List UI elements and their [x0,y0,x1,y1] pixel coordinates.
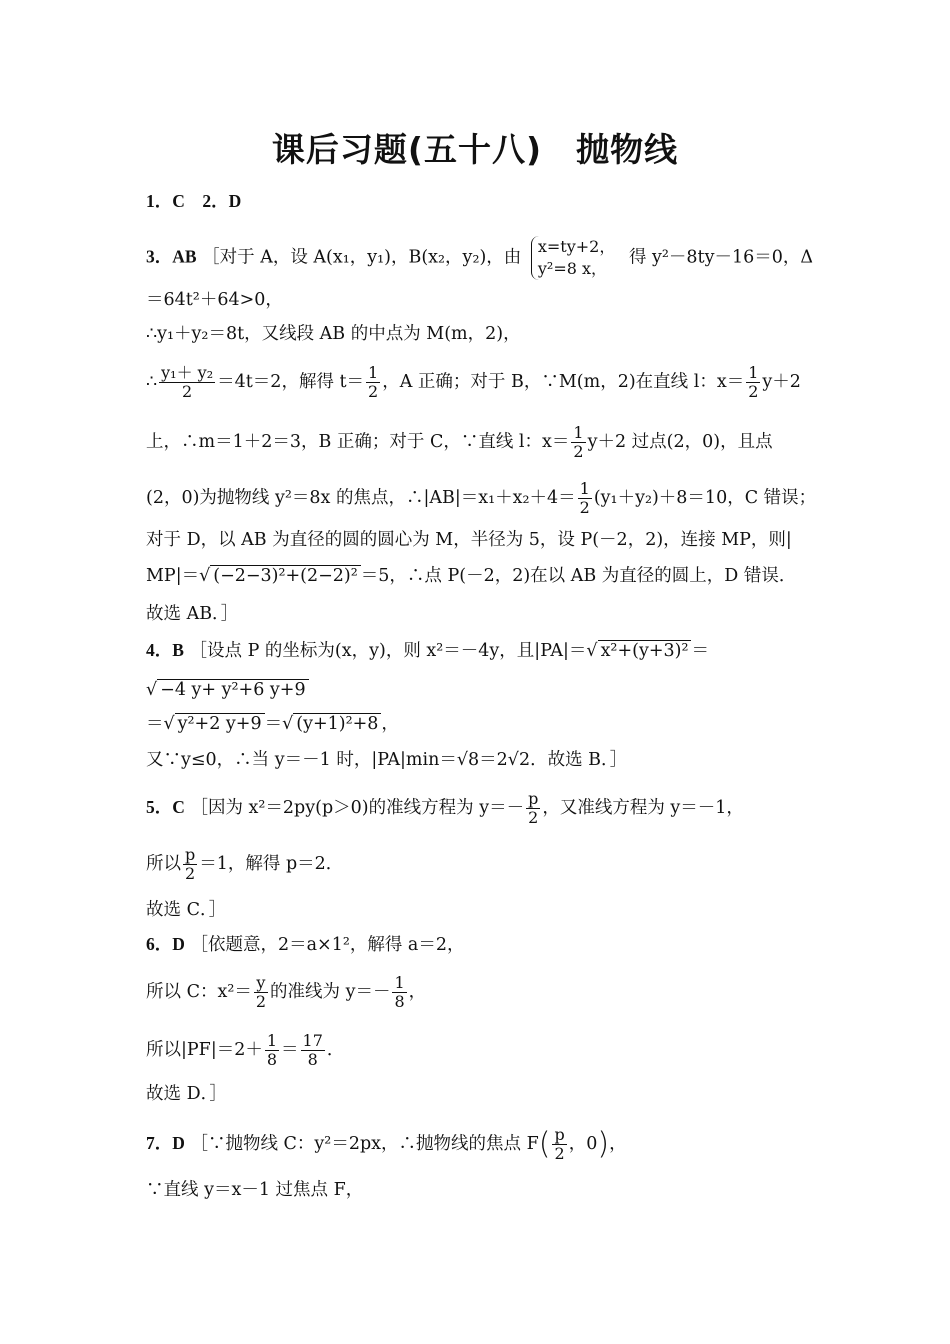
q3-mp-radical: (−2−3)²+(2−2)² [210,565,361,586]
q5-line-1: 5．C ［因为 x²＝2py(p＞0)的准线方程为 y＝－ $\frac{p}{2}$ ，又准线方程为 y＝－1， [146,789,744,827]
q3-line-1 [146,236,814,280]
q4-radical-4: (y+1)²+8 [293,713,381,734]
q3-delta: ＝64t²＋64>0， [146,290,283,310]
q6-line-1: 6．D ［依题意，2＝a×1²，解得 a＝2， [146,934,465,955]
q4-line-4: 又∵y≤0，∴当 y＝－1 时，|PA|min＝√8＝2√2．故选 B．］ [146,750,628,770]
q7-line-1: 7．D ［∵抛物线 C：y²＝2px，∴抛物线的焦点 F( $\frac{p}{2}$ ，0)， [146,1125,627,1163]
q4-line-2: √ −4 y+ y²+6 y+9 [146,676,810,704]
q6-line-3: 所以|PF|＝2＋ $\frac{1}{8}$ ＝ $\frac{17}{8}$ ． [146,1031,345,1069]
q3-lead: 3．AB [146,246,197,267]
q4-line-3: ＝√ y²+2 y+9 ＝√ (y+1)²+8 ， [146,714,399,734]
q3-system [531,236,620,280]
q3-half-frac-2: $\frac{1}{2}$ [748,363,759,401]
answers-1-2: 1．C 2．D [146,191,242,211]
q3-half-frac-4: $\frac{1}{2}$ [579,479,590,517]
q3-half-frac-3: $\frac{1}{2}$ [573,423,584,461]
q5-conclusion: 故选 C．］ [146,900,227,920]
q3-system-bottom: y²=8 x， [537,259,608,278]
q3-line-mp: MP|＝√ (−2−3)²+(2−2)² ＝5，∴点 P(－2，2)在以 AB 为直径的圆上，D 错误． [146,566,797,586]
q4-line-1: 4．B ［设点 P 的坐标为(x，y)，则 x²＝－4y，且|PA|＝√ x²+(y+3)² ＝ [146,640,709,661]
q4-radical-2: −4 y+ y²+6 y+9 [157,679,308,700]
q3-midpoint-line: ∴ $\frac{\text{y₁＋ y₂}}{2}$ ＝4t＝2，解得 t＝ $\frac{1}{2}$ ，A 正确；对于 B，∵M(m，2)在直线 l：x＝ $\frac{1}{2}$ y＋2 [146,363,801,401]
q3-half-frac: $\frac{1}{2}$ [368,363,379,401]
q3-mid-frac: $\frac{\text{y₁＋ y₂}}{2}$ [161,363,214,401]
q4-radical-3: y²+2 y+9 [175,713,265,734]
q3-line-b: 上，∴m＝1＋2＝3，B 正确；对于 C，∵直线 l：x＝ $\frac{1}{2}$ y＋2 过点(2，0)，且点 [146,423,773,461]
q6-line-2: 所以 C：x²＝ $\frac{y}{2}$ 的准线为 y＝－ $\frac{1}{8}$ ， [146,973,427,1011]
q5-frac: $\frac{p}{2}$ [528,789,539,827]
q3-conclusion: 故选 AB．］ [146,604,239,624]
q7-line-2: ∵直线 y＝x－1 过焦点 F， [146,1180,364,1200]
q3-line-c: (2，0)为抛物线 y²＝8x 的焦点，∴|AB|＝x₁＋x₂＋4＝ $\frac{1}{2}$ (y₁＋y₂)＋8＝10，C 错误； [146,479,817,517]
q3-sum: ∴y₁＋y₂＝8t，又线段 AB 的中点为 M(m，2)， [146,324,521,344]
q6-conclusion: 故选 D．］ [146,1084,227,1104]
q4-radical-1: x²+(y+3)² [598,640,692,661]
q3-system-top: x=ty+2， [537,237,616,256]
q3-line-d: 对于 D，以 AB 为直径的圆的圆心为 M，半径为 5，设 P(－2，2)，连接 MP，则| [146,530,792,550]
q3-intro: ［对于 A，设 A(x₁，y₁)，B(x₂，y₂)，由 [202,247,522,268]
q3-after-system: 得 y²－8ty－16＝0，Δ [628,247,814,268]
page-title: 课后习题(五十八) 抛物线 [271,130,679,169]
q5-frac-2: $\frac{p}{2}$ [185,845,196,883]
q5-line-2: 所以 $\frac{p}{2}$ ＝1，解得 p＝2． [146,845,344,883]
